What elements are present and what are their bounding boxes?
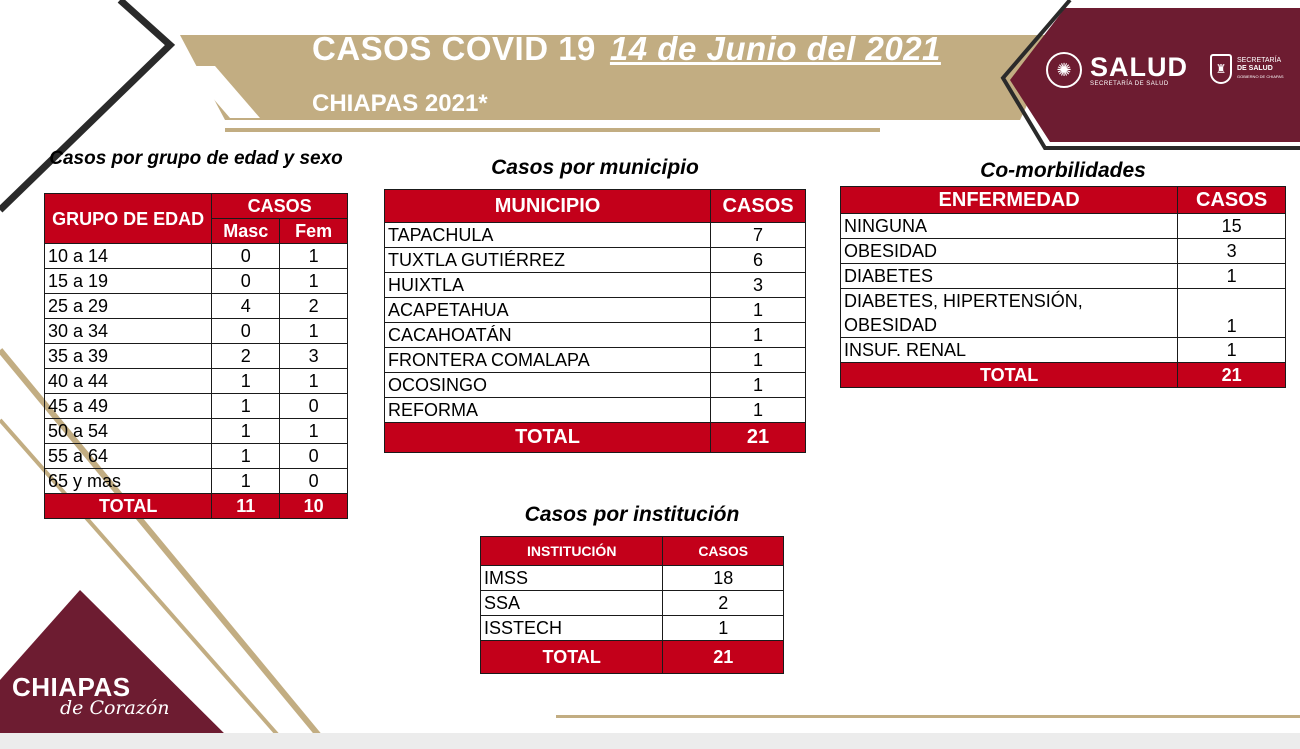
enfermedad-cell: INSUF. RENAL (841, 338, 1178, 363)
fem-cell: 1 (280, 244, 348, 269)
secretaria-line2: DE SALUD (1237, 65, 1273, 72)
fem-cell: 0 (280, 444, 348, 469)
total-label: TOTAL (385, 423, 711, 453)
casos-cell: 15 (1178, 214, 1286, 239)
casos-cell: 1 (1178, 264, 1286, 289)
age-group-cell: 25 a 29 (45, 294, 212, 319)
masc-cell: 1 (212, 469, 280, 494)
table-row (45, 394, 348, 419)
institucion-table (480, 536, 784, 674)
state-shield-icon: ♜ (1210, 54, 1232, 84)
casos-cell: 1 (1178, 338, 1286, 363)
fem-cell: 1 (280, 319, 348, 344)
page-subtitle: CHIAPAS 2021* (312, 90, 488, 117)
institucion-table-caption: Casos por institución (524, 503, 740, 526)
table-row (45, 344, 348, 369)
fem-cell: 1 (280, 269, 348, 294)
col-header-casos: CASOS (663, 537, 784, 566)
secretaria-line3: GOBIERNO DE CHIAPAS (1237, 74, 1284, 79)
total-value: 21 (1178, 363, 1286, 388)
total-fem: 10 (280, 494, 348, 519)
secretaria-logo (1210, 54, 1284, 84)
masc-cell: 4 (212, 294, 280, 319)
col-header-fem: Fem (280, 219, 348, 244)
municipio-table (384, 189, 806, 453)
municipio-cell: TUXTLA GUTIÉRREZ (385, 248, 711, 273)
col-header-casos: CASOS (711, 190, 806, 223)
enfermedad-line1: DIABETES, HIPERTENSIÓN, (844, 291, 1083, 311)
age-group-cell: 55 a 64 (45, 444, 212, 469)
chiapas-wordmark: CHIAPAS (12, 672, 131, 702)
table-row (45, 419, 348, 444)
col-header-cases: CASOS (212, 194, 348, 219)
enfermedad-cell (841, 289, 1178, 338)
municipio-cell: CACAHOATÁN (385, 323, 711, 348)
casos-cell: 1 (711, 373, 806, 398)
col-header-casos: CASOS (1178, 187, 1286, 214)
fem-cell: 0 (280, 394, 348, 419)
table-row (385, 373, 806, 398)
casos-cell: 1 (711, 298, 806, 323)
table-row (45, 244, 348, 269)
salud-wordmark: SALUD (1090, 52, 1188, 82)
table-row (385, 323, 806, 348)
casos-cell: 3 (1178, 239, 1286, 264)
col-header-institucion: INSTITUCIÓN (481, 537, 663, 566)
secretaria-line1: SECRETARÍA (1237, 57, 1282, 64)
age-group-cell: 45 a 49 (45, 394, 212, 419)
age-table-caption: Casos por grupo de edad y sexo (49, 148, 343, 169)
table-row (841, 214, 1286, 239)
chiapas-logo (12, 672, 170, 719)
casos-cell: 1 (663, 616, 784, 641)
age-sex-table (44, 193, 348, 519)
comorbilidades-table (840, 186, 1286, 388)
table-row (45, 269, 348, 294)
table-row (45, 294, 348, 319)
casos-cell: 1 (711, 348, 806, 373)
enfermedad-line2: OBESIDAD (844, 315, 938, 335)
casos-cell: 6 (711, 248, 806, 273)
casos-cell: 1 (711, 323, 806, 348)
table-row (841, 289, 1286, 338)
chiapas-tagline: de Corazón (60, 697, 170, 719)
casos-cell: 2 (663, 591, 784, 616)
masc-cell: 0 (212, 319, 280, 344)
col-header-masc: Masc (212, 219, 280, 244)
table-row (481, 616, 784, 641)
municipio-table-caption: Casos por municipio (491, 156, 699, 179)
municipio-cell: OCOSINGO (385, 373, 711, 398)
table-row (45, 444, 348, 469)
table-row (481, 566, 784, 591)
total-label: TOTAL (45, 494, 212, 519)
col-header-group: GRUPO DE EDAD (45, 194, 212, 244)
age-group-cell: 30 a 34 (45, 319, 212, 344)
table-row (841, 239, 1286, 264)
total-label: TOTAL (841, 363, 1178, 388)
municipio-cell: REFORMA (385, 398, 711, 423)
casos-cell: 1 (1178, 289, 1286, 338)
masc-cell: 0 (212, 244, 280, 269)
table-row (385, 298, 806, 323)
masc-cell: 1 (212, 394, 280, 419)
fem-cell: 2 (280, 294, 348, 319)
age-group-cell: 10 a 14 (45, 244, 212, 269)
municipio-cell: TAPACHULA (385, 223, 711, 248)
fem-cell: 0 (280, 469, 348, 494)
bottom-divider (556, 715, 1300, 718)
institucion-cell: ISSTECH (481, 616, 663, 641)
age-group-cell: 65 y mas (45, 469, 212, 494)
title-text: CASOS COVID 19 (312, 30, 596, 67)
masc-cell: 1 (212, 444, 280, 469)
national-seal-icon: ✺ (1046, 52, 1082, 88)
masc-cell: 1 (212, 369, 280, 394)
fem-cell: 1 (280, 369, 348, 394)
institucion-cell: SSA (481, 591, 663, 616)
table-row (45, 469, 348, 494)
table-row (841, 338, 1286, 363)
masc-cell: 0 (212, 269, 280, 294)
col-header-municipio: MUNICIPIO (385, 190, 711, 223)
total-label: TOTAL (481, 641, 663, 674)
bottom-bar (0, 733, 1300, 749)
enfermedad-cell: DIABETES (841, 264, 1178, 289)
total-value: 21 (663, 641, 784, 674)
comorb-table-caption: Co-morbilidades (980, 159, 1146, 182)
enfermedad-cell: OBESIDAD (841, 239, 1178, 264)
age-group-cell: 50 a 54 (45, 419, 212, 444)
municipio-cell: ACAPETAHUA (385, 298, 711, 323)
salud-subtitle: SECRETARÍA DE SALUD (1090, 81, 1169, 87)
casos-cell: 18 (663, 566, 784, 591)
casos-cell: 7 (711, 223, 806, 248)
municipio-cell: FRONTERA COMALAPA (385, 348, 711, 373)
salud-logo (1046, 52, 1188, 88)
table-row (385, 398, 806, 423)
table-row (385, 348, 806, 373)
total-value: 21 (711, 423, 806, 453)
page-title (312, 30, 941, 68)
age-group-cell: 35 a 39 (45, 344, 212, 369)
table-row (841, 264, 1286, 289)
municipio-cell: HUIXTLA (385, 273, 711, 298)
masc-cell: 2 (212, 344, 280, 369)
title-date: 14 de Junio del 2021 (609, 30, 941, 67)
masc-cell: 1 (212, 419, 280, 444)
casos-cell: 1 (711, 398, 806, 423)
age-group-cell: 40 a 44 (45, 369, 212, 394)
institucion-cell: IMSS (481, 566, 663, 591)
fem-cell: 3 (280, 344, 348, 369)
casos-cell: 3 (711, 273, 806, 298)
fem-cell: 1 (280, 419, 348, 444)
total-masc: 11 (212, 494, 280, 519)
col-header-enfermedad: ENFERMEDAD (841, 187, 1178, 214)
table-row (385, 273, 806, 298)
table-row (385, 223, 806, 248)
table-row (481, 591, 784, 616)
age-group-cell: 15 a 19 (45, 269, 212, 294)
table-row (45, 319, 348, 344)
table-row (45, 369, 348, 394)
table-row (385, 248, 806, 273)
enfermedad-cell: NINGUNA (841, 214, 1178, 239)
